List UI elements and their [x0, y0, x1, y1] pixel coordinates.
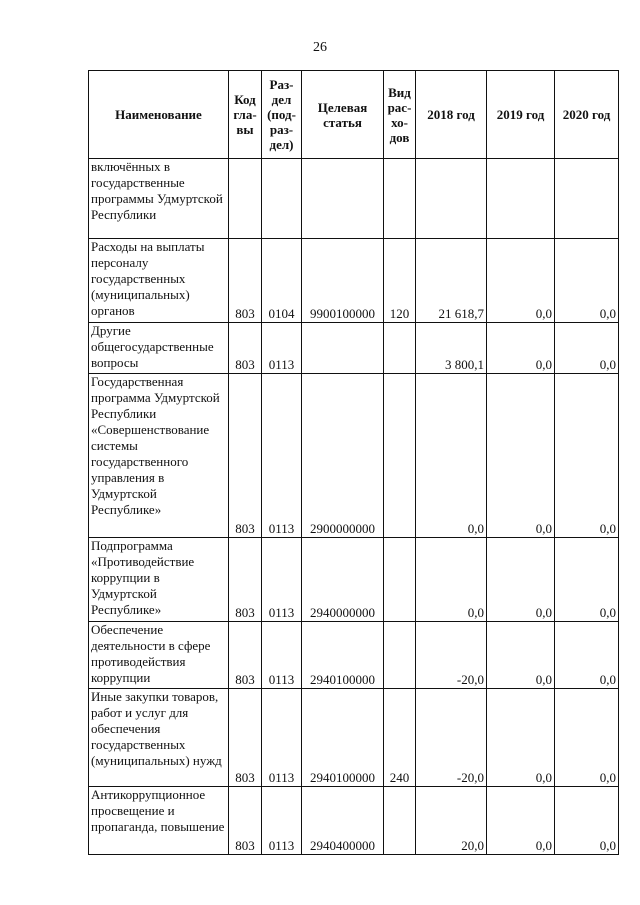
- row-2020: 0,0: [555, 622, 619, 689]
- row-section: 0104: [262, 239, 302, 323]
- row-2018: -20,0: [416, 622, 487, 689]
- row-type: [384, 622, 416, 689]
- row-article: 9900100000: [302, 239, 384, 323]
- row-2018: [416, 159, 487, 239]
- row-2019: 0,0: [487, 787, 555, 855]
- header-expense-type: Вид рас- хо- дов: [384, 71, 416, 159]
- row-chapter: 803: [229, 239, 262, 323]
- row-section: 0113: [262, 689, 302, 787]
- row-2020: [555, 159, 619, 239]
- row-2019: 0,0: [487, 689, 555, 787]
- row-2020: 0,0: [555, 689, 619, 787]
- row-section: [262, 159, 302, 239]
- row-name: Антикоррупционное просвещение и пропаганда, повышение: [89, 787, 229, 855]
- table-row: [89, 374, 619, 538]
- row-2019: [487, 159, 555, 239]
- row-2018: 0,0: [416, 538, 487, 622]
- row-name: Другие общегосударственные вопросы: [89, 323, 229, 374]
- row-chapter: 803: [229, 374, 262, 538]
- row-chapter: 803: [229, 622, 262, 689]
- row-chapter: 803: [229, 689, 262, 787]
- row-name: включённых в государственные программы Удмуртской Республики: [89, 159, 229, 239]
- row-section: 0113: [262, 374, 302, 538]
- row-type: [384, 159, 416, 239]
- header-row: [89, 71, 619, 159]
- row-type: 240: [384, 689, 416, 787]
- row-chapter: 803: [229, 787, 262, 855]
- row-name: Подпрограмма «Противодействие коррупции в Удмуртской Республике»: [89, 538, 229, 622]
- table-row: [89, 622, 619, 689]
- row-2020: 0,0: [555, 239, 619, 323]
- row-name: Иные закупки товаров, работ и услуг для обеспечения государственных (муниципальных) нужд: [89, 689, 229, 787]
- page-number: 26: [313, 40, 327, 55]
- table-row: [89, 323, 619, 374]
- row-2018: 20,0: [416, 787, 487, 855]
- row-article: 2940400000: [302, 787, 384, 855]
- row-chapter: [229, 159, 262, 239]
- row-article: 2940100000: [302, 689, 384, 787]
- table-row: [89, 787, 619, 855]
- row-article: [302, 323, 384, 374]
- row-2018: 0,0: [416, 374, 487, 538]
- row-article: [302, 159, 384, 239]
- row-2020: 0,0: [555, 787, 619, 855]
- header-section: Раз- дел (под- раз- дел): [262, 71, 302, 159]
- row-name: Обеспечение деятельности в сфере противодействия коррупции: [89, 622, 229, 689]
- row-section: 0113: [262, 538, 302, 622]
- row-type: 120: [384, 239, 416, 323]
- row-chapter: 803: [229, 538, 262, 622]
- header-2018: 2018 год: [416, 71, 487, 159]
- table-row: [89, 159, 619, 239]
- table-row: [89, 538, 619, 622]
- table-row: [89, 239, 619, 323]
- row-2018: -20,0: [416, 689, 487, 787]
- row-2019: 0,0: [487, 323, 555, 374]
- row-type: [384, 323, 416, 374]
- row-2019: 0,0: [487, 622, 555, 689]
- row-article: 2940100000: [302, 622, 384, 689]
- header-2019: 2019 год: [487, 71, 555, 159]
- row-2018: 3 800,1: [416, 323, 487, 374]
- row-2019: 0,0: [487, 239, 555, 323]
- row-section: 0113: [262, 787, 302, 855]
- row-2019: 0,0: [487, 538, 555, 622]
- row-2020: 0,0: [555, 374, 619, 538]
- header-target-article: Целевая статья: [302, 71, 384, 159]
- row-name: Государственная программа Удмуртской Республики «Совершенствование системы государственного управления в Удмуртской Республике»: [89, 374, 229, 538]
- row-type: [384, 787, 416, 855]
- table-row: [89, 689, 619, 787]
- row-type: [384, 538, 416, 622]
- header-2020: 2020 год: [555, 71, 619, 159]
- row-article: 2940000000: [302, 538, 384, 622]
- row-2020: 0,0: [555, 538, 619, 622]
- row-article: 2900000000: [302, 374, 384, 538]
- row-chapter: 803: [229, 323, 262, 374]
- row-section: 0113: [262, 622, 302, 689]
- row-section: 0113: [262, 323, 302, 374]
- header-chapter-code: Код гла- вы: [229, 71, 262, 159]
- row-type: [384, 374, 416, 538]
- row-2019: 0,0: [487, 374, 555, 538]
- row-2018: 21 618,7: [416, 239, 487, 323]
- row-name: Расходы на выплаты персоналу государственных (муниципальных) органов: [89, 239, 229, 323]
- row-2020: 0,0: [555, 323, 619, 374]
- header-name: Наименование: [89, 71, 229, 159]
- budget-table: [88, 70, 619, 855]
